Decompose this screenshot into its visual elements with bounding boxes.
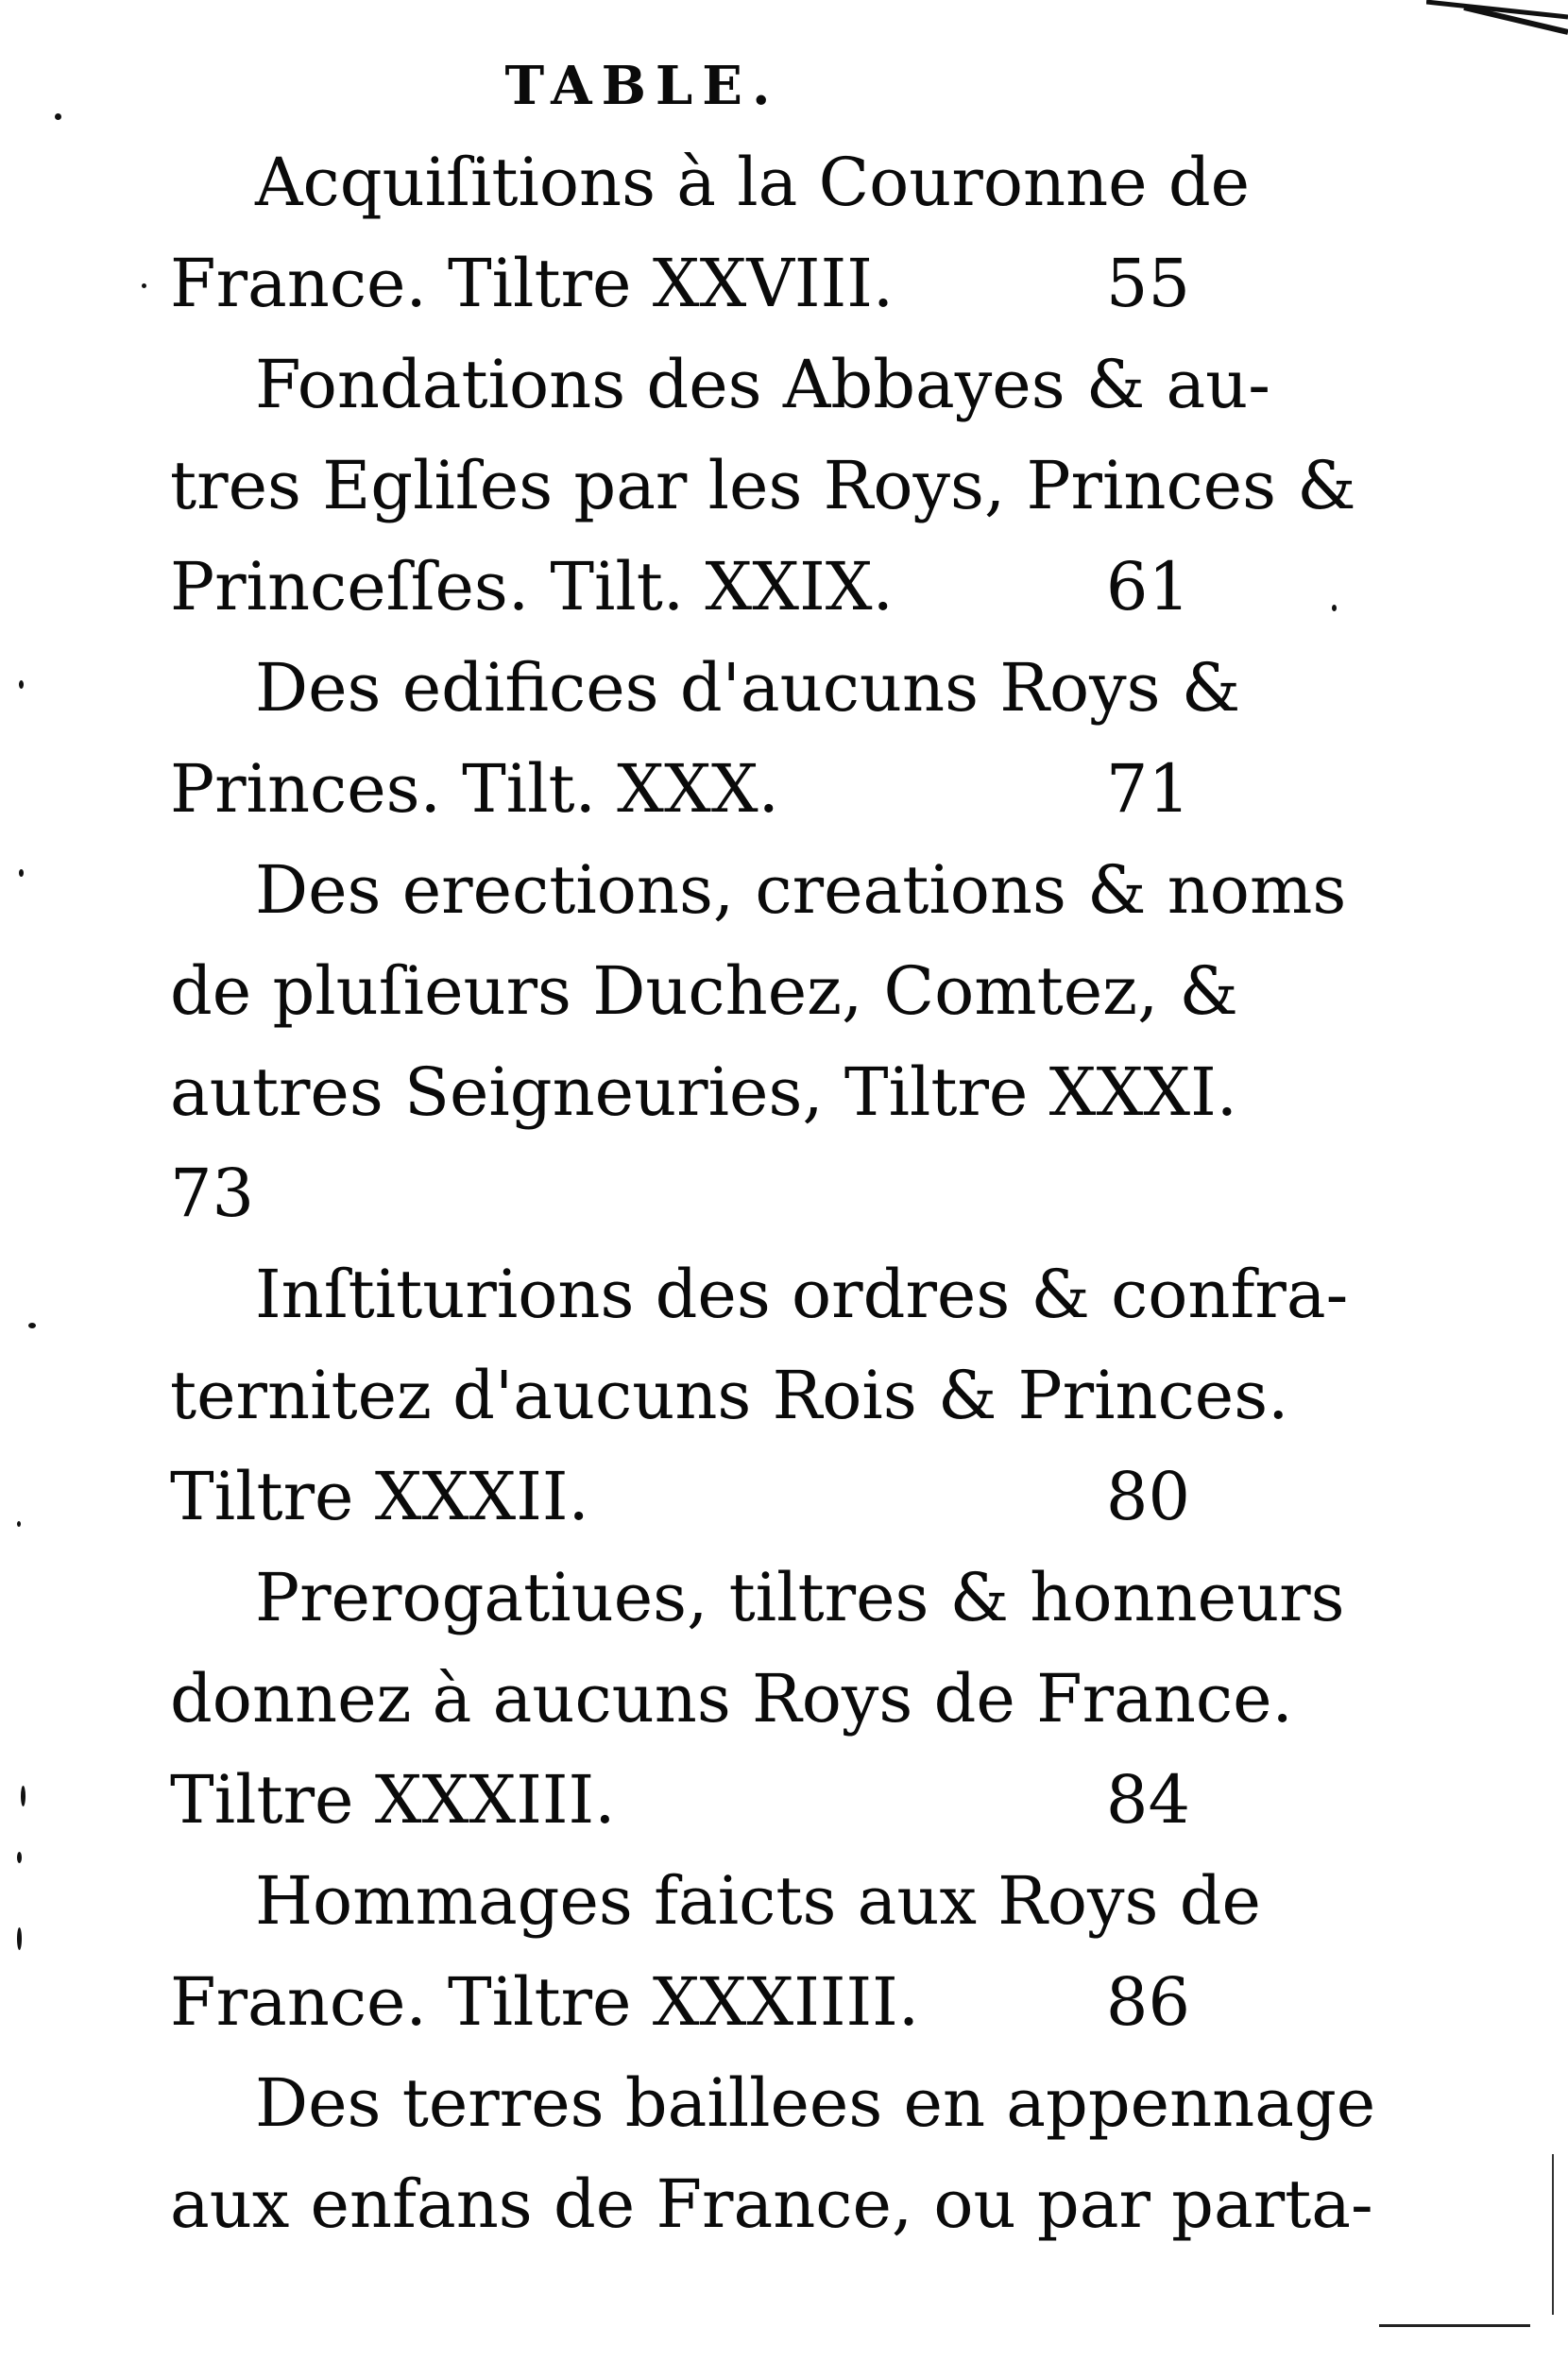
toc-entry: [170, 1244, 1349, 1548]
toc-line: [170, 1750, 1190, 1851]
toc-line: [170, 132, 1251, 233]
page-number: 71: [1105, 750, 1190, 828]
page-number: 84: [1105, 1761, 1190, 1839]
toc-entry: [170, 132, 1251, 334]
toc-line-text: donnez à aucuns Roys de France.: [170, 1660, 1293, 1737]
toc-line: [170, 334, 1270, 436]
toc-entry: [170, 2053, 1376, 2255]
ink-speck: [19, 869, 24, 877]
toc-line: [170, 2053, 1376, 2154]
toc-entry: [170, 1548, 1345, 1851]
toc-line: [170, 1143, 1190, 1244]
ink-speck: [17, 1852, 22, 1863]
toc-line: [170, 537, 1190, 638]
page-header: TABLE.: [504, 55, 780, 117]
toc-line-text: Des erections, creations & noms: [255, 851, 1347, 929]
toc-line: [170, 1042, 1238, 1143]
toc-line: [170, 739, 1190, 840]
toc-line-text: France. Tiltre XXVIII.: [170, 245, 895, 322]
toc-line-text: Des edifices d'aucuns Roys &: [255, 649, 1241, 727]
toc-line: [170, 1952, 1190, 2053]
page-number: 73: [170, 1155, 255, 1232]
page-edge-rule: [1379, 2324, 1530, 2327]
toc-line: [170, 1244, 1349, 1345]
toc-line: [170, 1345, 1289, 1446]
toc-line: [170, 638, 1241, 739]
toc-line-text: Acquiſitions à la Couronne de: [255, 144, 1251, 221]
ink-speck: [19, 680, 24, 689]
toc-line: [170, 2154, 1373, 2255]
toc-entry: [170, 638, 1241, 840]
page-edge-line: [1552, 2154, 1554, 2315]
toc-line-text: Inſtiturions des ordres & confra-: [255, 1256, 1349, 1333]
ink-speck: [21, 1786, 26, 1806]
ink-speck: [55, 113, 61, 120]
toc-line-text: Fondations des Abbayes & au-: [255, 346, 1270, 423]
toc-line: [170, 233, 1190, 334]
ink-speck: [1332, 605, 1337, 611]
toc-entry: [170, 334, 1356, 638]
toc-line: [170, 1851, 1261, 1952]
toc-line-text: Tiltre XXXII.: [170, 1458, 589, 1535]
page-number: 80: [1105, 1458, 1190, 1535]
toc-line: [170, 840, 1347, 941]
page-number: 86: [1105, 1963, 1190, 2041]
toc-line-text: autres Seigneuries, Tiltre XXXI.: [170, 1053, 1238, 1131]
toc-line: [170, 1548, 1345, 1649]
toc-line-text: aux enfans de France, ou par parta-: [170, 2165, 1373, 2243]
toc-line-text: Hommages faicts aux Roys de: [255, 1862, 1261, 1940]
ink-speck: [17, 1927, 22, 1950]
toc-line-text: Prerogatiues, tiltres & honneurs: [255, 1559, 1345, 1636]
toc-entry: [170, 840, 1347, 1244]
toc-line-text: Tiltre XXXIII.: [170, 1761, 616, 1839]
toc-line-text: Princeſſes. Tilt. XXIX.: [170, 548, 894, 625]
toc-line-text: Des terres baillees en appennage: [255, 2064, 1376, 2142]
toc-line-text: de pluſieurs Duchez, Comtez, &: [170, 952, 1238, 1030]
page-number: 61: [1105, 548, 1190, 625]
toc-line: [170, 436, 1356, 537]
ink-speck: [28, 1323, 36, 1328]
toc-line-text: ternitez d'aucuns Rois & Princes.: [170, 1357, 1289, 1434]
toc-line: [170, 941, 1238, 1042]
ink-speck: [17, 1521, 21, 1527]
toc-entry: [170, 1851, 1261, 2053]
toc-line: [170, 1649, 1293, 1750]
page-edge-rule: [1426, 0, 1568, 38]
table-of-contents: [170, 132, 1376, 2255]
toc-line-text: Princes. Tilt. XXX.: [170, 750, 779, 828]
toc-line-text: France. Tiltre XXXIIII.: [170, 1963, 920, 2041]
toc-line: [170, 1446, 1190, 1548]
toc-line-text: tres Egliſes par les Roys, Princes &: [170, 447, 1356, 524]
page-number: 55: [1105, 245, 1190, 322]
ink-speck: [142, 283, 146, 288]
